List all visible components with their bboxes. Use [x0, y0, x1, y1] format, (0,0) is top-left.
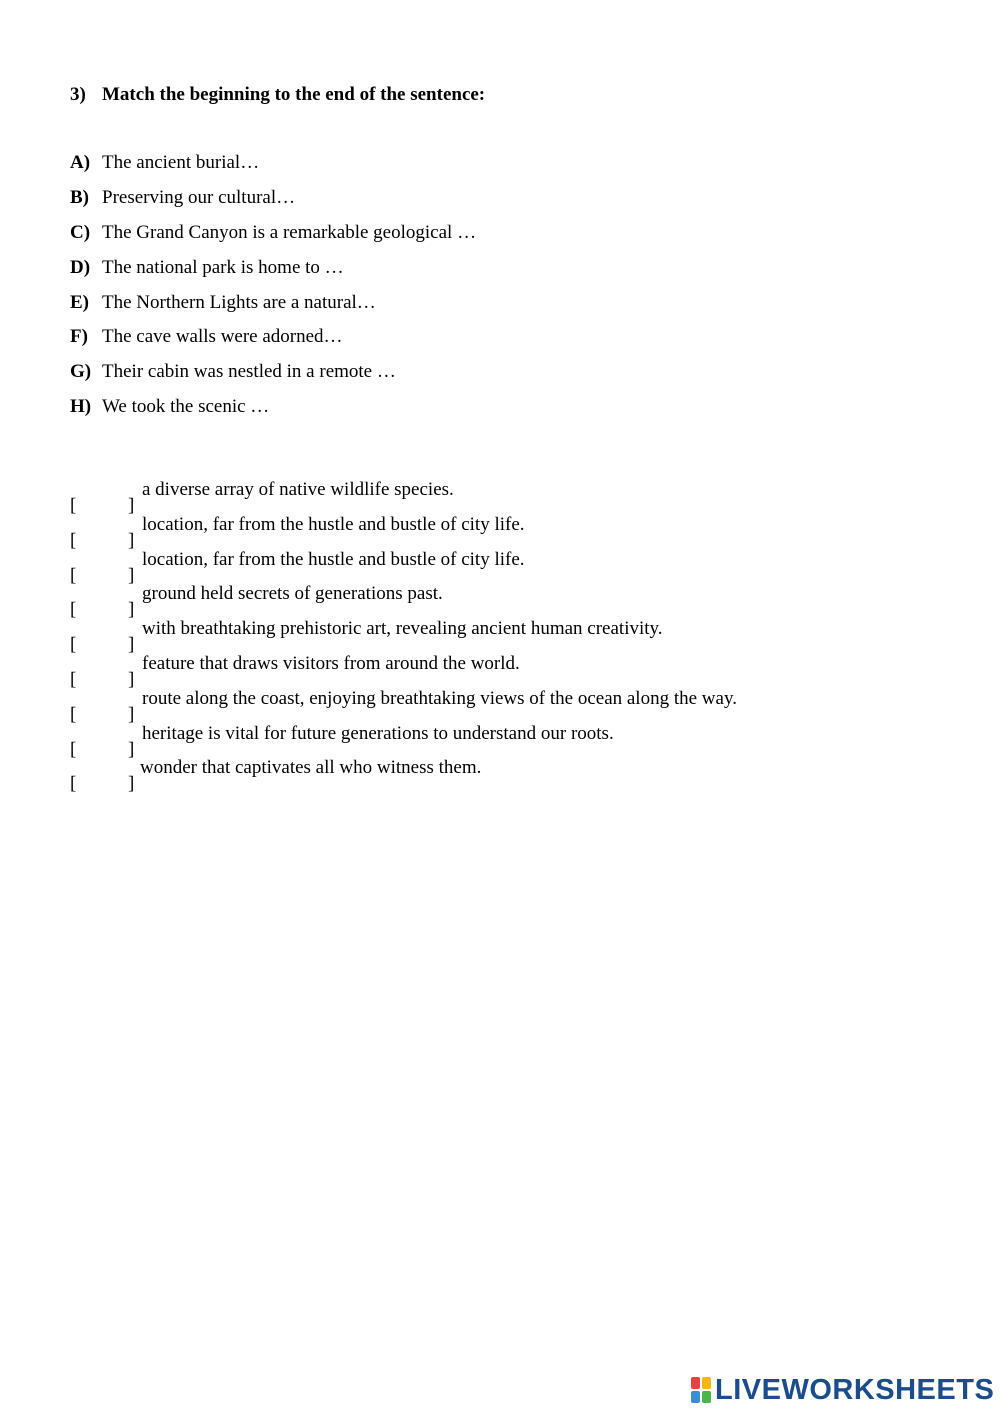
ending-text: route along the coast, enjoying breathtaking views of the ocean along the way. — [142, 687, 737, 709]
logo-block-4 — [702, 1391, 711, 1403]
ending-text: a diverse array of native wildlife species. — [142, 479, 454, 500]
ending-text: heritage is vital for future generations to understand our roots. — [142, 722, 614, 744]
ending-item — [70, 514, 737, 549]
bracket-open: [ — [70, 668, 77, 690]
question-instruction: Match the beginning to the end of the sentence: — [102, 84, 486, 105]
ending-text: location, far from the hustle and bustle of city life. — [142, 548, 525, 570]
bracket-close: ] — [128, 703, 135, 725]
beginning-item-d — [70, 257, 476, 292]
ending-item — [70, 618, 737, 656]
bracket-close: ] — [128, 495, 135, 516]
ending-item — [70, 757, 737, 795]
beginning-item-a — [70, 152, 476, 187]
ending-item — [70, 653, 737, 688]
ending-text: with breathtaking prehistoric art, revealing ancient human creativity. — [142, 618, 663, 640]
beginning-text: Their cabin was nestled in a remote … — [102, 361, 396, 383]
bracket-open: [ — [70, 703, 77, 725]
beginning-letter: C) — [70, 221, 91, 243]
bracket-open: [ — [70, 634, 77, 656]
bracket-close: ] — [128, 564, 135, 586]
beginning-text: We took the scenic … — [102, 396, 270, 418]
beginning-letter: H) — [70, 396, 92, 418]
bracket-open: [ — [70, 564, 77, 586]
beginning-text: The cave walls were adorned… — [102, 326, 343, 348]
bracket-close: ] — [128, 529, 135, 551]
beginning-text: Preserving our cultural… — [102, 186, 296, 208]
bracket-open: [ — [70, 599, 77, 621]
beginning-item-f — [70, 326, 476, 361]
bracket-close: ] — [128, 668, 135, 690]
bracket-close: ] — [128, 599, 135, 621]
beginning-item-c — [70, 222, 476, 257]
ending-item — [70, 688, 737, 723]
bracket-close: ] — [128, 634, 135, 656]
ending-item — [70, 479, 737, 514]
sentence-beginnings-list — [70, 152, 476, 431]
logo-text: LIVEWORKSHEETS — [715, 1374, 995, 1406]
beginning-text: The Northern Lights are a natural… — [102, 291, 376, 313]
ending-text: feature that draws visitors from around the world. — [142, 652, 520, 674]
sentence-endings-list — [70, 479, 737, 795]
bracket-close: ] — [128, 773, 135, 795]
liveworksheets-logo — [691, 1374, 994, 1406]
beginning-item-b — [70, 187, 476, 222]
beginning-text: The Grand Canyon is a remarkable geological … — [102, 221, 477, 243]
beginning-text: The ancient burial… — [102, 152, 260, 173]
bracket-open: [ — [70, 495, 77, 516]
logo-block-2 — [702, 1377, 711, 1389]
ending-text: wonder that captivates all who witness them. — [140, 757, 482, 779]
bracket-close: ] — [128, 738, 135, 760]
ending-item — [70, 723, 737, 758]
beginning-item-e — [70, 292, 476, 327]
question-title — [70, 84, 485, 106]
beginning-item-h — [70, 396, 476, 431]
beginning-letter: D) — [70, 256, 91, 278]
logo-mark-icon — [691, 1377, 711, 1403]
beginning-letter: F) — [70, 326, 88, 348]
ending-text: location, far from the hustle and bustle of city life. — [142, 513, 525, 535]
bracket-open: [ — [70, 529, 77, 551]
logo-block-3 — [691, 1391, 700, 1403]
beginning-letter: B) — [70, 186, 89, 208]
beginning-letter: E) — [70, 291, 89, 313]
ending-item — [70, 583, 737, 621]
ending-text: ground held secrets of generations past. — [142, 583, 443, 605]
question-number: 3) — [70, 84, 86, 105]
beginning-item-g — [70, 361, 476, 396]
logo-block-1 — [691, 1377, 700, 1389]
bracket-open: [ — [70, 738, 77, 760]
beginning-letter: G) — [70, 361, 92, 383]
beginning-letter: A) — [70, 152, 91, 173]
bracket-open: [ — [70, 773, 77, 795]
ending-item — [70, 549, 737, 584]
beginning-text: The national park is home to … — [102, 256, 344, 278]
